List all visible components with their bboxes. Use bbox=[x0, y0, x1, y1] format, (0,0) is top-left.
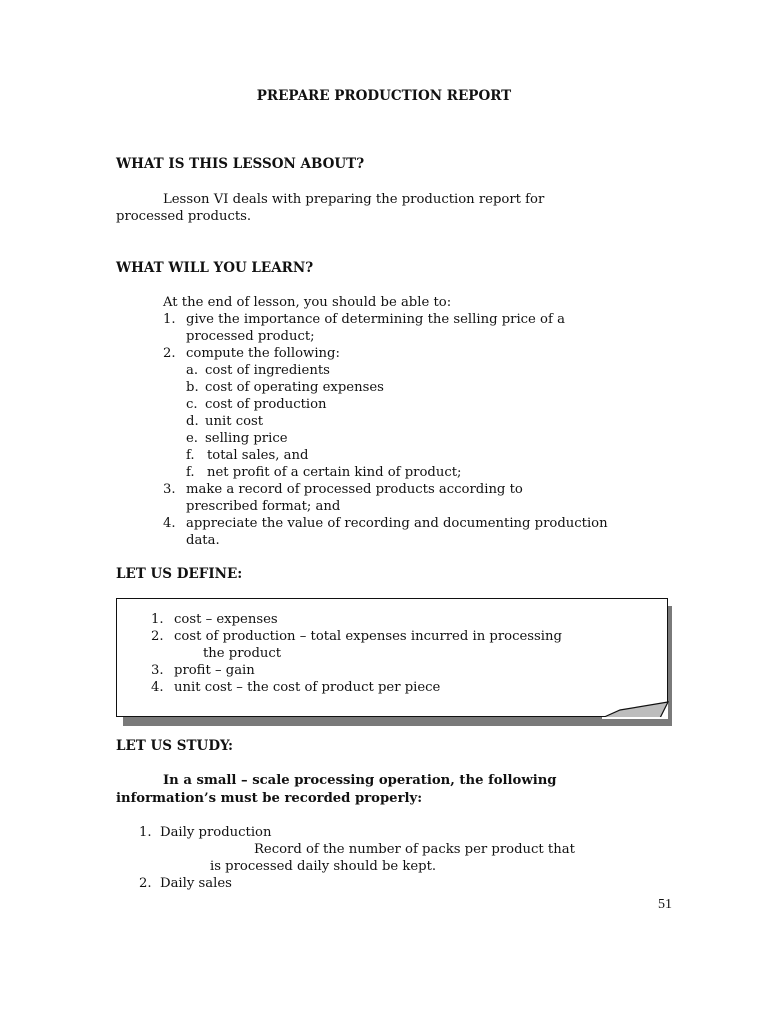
list-marker: 1. bbox=[139, 825, 152, 840]
list-item: Record of the number of packs per product that bbox=[254, 842, 575, 857]
list-item: processed product; bbox=[186, 329, 315, 344]
list-item: is processed daily should be kept. bbox=[210, 859, 437, 874]
list-item: net profit of a certain kind of product; bbox=[207, 465, 462, 480]
list-item: cost of production – total expenses incurred in processing bbox=[174, 629, 562, 644]
definition-box bbox=[116, 598, 668, 717]
list-item: make a record of processed products according to bbox=[186, 482, 523, 497]
list-marker: 2. bbox=[139, 876, 152, 891]
list-marker: f. bbox=[186, 448, 195, 463]
list-marker: a. bbox=[186, 363, 199, 378]
list-marker: 4. bbox=[163, 516, 176, 531]
learn-heading: WHAT WILL YOU LEARN? bbox=[116, 260, 314, 276]
list-marker: 2. bbox=[163, 346, 176, 361]
list-item: total sales, and bbox=[207, 448, 309, 463]
list-item: give the importance of determining the selling price of a bbox=[186, 312, 565, 327]
about-heading: WHAT IS THIS LESSON ABOUT? bbox=[116, 156, 365, 172]
define-heading: LET US DEFINE: bbox=[116, 566, 243, 582]
list-item: compute the following: bbox=[186, 346, 340, 361]
list-item: cost of ingredients bbox=[205, 363, 330, 378]
list-marker: 1. bbox=[151, 612, 164, 627]
study-text-line-2: information’s must be recorded properly: bbox=[116, 791, 423, 806]
list-marker: e. bbox=[186, 431, 198, 446]
page-title: PREPARE PRODUCTION REPORT bbox=[256, 88, 512, 104]
about-text-line-2: processed products. bbox=[116, 209, 252, 224]
study-text-line-1: In a small – scale processing operation, the following bbox=[163, 773, 557, 788]
list-item: prescribed format; and bbox=[186, 499, 341, 514]
list-item: Daily sales bbox=[160, 876, 232, 891]
list-item: cost – expenses bbox=[174, 612, 278, 627]
list-item: data. bbox=[186, 533, 220, 548]
list-item: cost of operating expenses bbox=[205, 380, 384, 395]
list-marker: 4. bbox=[151, 680, 164, 695]
about-text-line-1: Lesson VI deals with preparing the production report for bbox=[163, 192, 545, 207]
list-item: cost of production bbox=[205, 397, 327, 412]
list-marker: c. bbox=[186, 397, 198, 412]
list-item: unit cost bbox=[205, 414, 264, 429]
page-curl-icon bbox=[600, 700, 680, 730]
list-marker: b. bbox=[186, 380, 199, 395]
list-item: selling price bbox=[205, 431, 288, 446]
list-item: Daily production bbox=[160, 825, 272, 840]
page-number: 51 bbox=[658, 897, 672, 912]
list-marker: 3. bbox=[163, 482, 176, 497]
list-marker: d. bbox=[186, 414, 199, 429]
list-marker: 1. bbox=[163, 312, 176, 327]
list-item: the product bbox=[203, 646, 282, 661]
study-heading: LET US STUDY: bbox=[116, 738, 233, 754]
list-item: profit – gain bbox=[174, 663, 255, 678]
list-item: appreciate the value of recording and documenting production bbox=[186, 516, 608, 531]
list-marker: 2. bbox=[151, 629, 164, 644]
list-marker: 3. bbox=[151, 663, 164, 678]
list-item: unit cost – the cost of product per piece bbox=[174, 680, 441, 695]
learn-intro: At the end of lesson, you should be able to: bbox=[163, 295, 452, 310]
list-marker: f. bbox=[186, 465, 195, 480]
